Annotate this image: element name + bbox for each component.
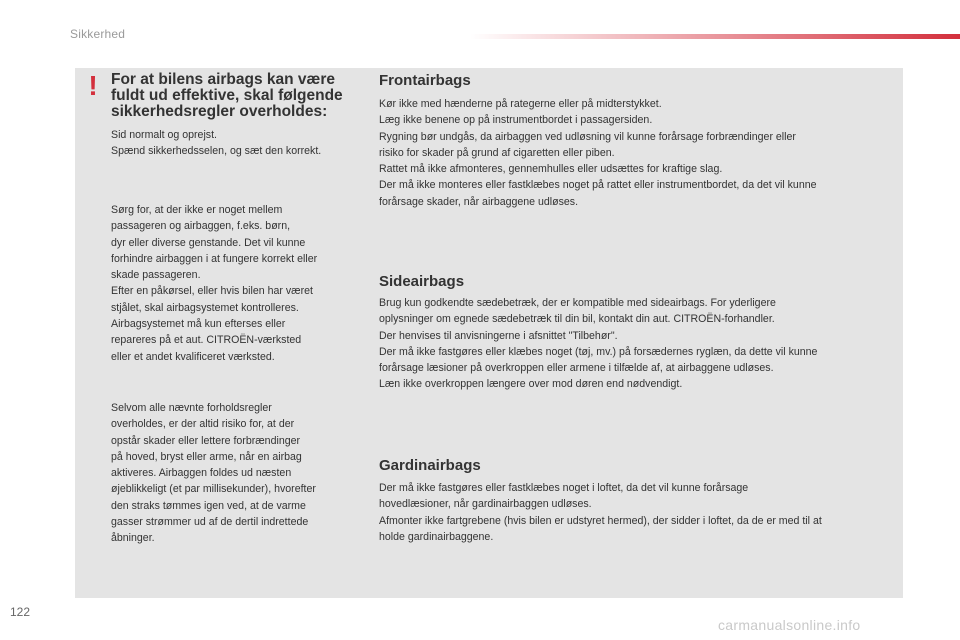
warning-paragraph-3: Selvom alle nævnte forholdsregler overholdes, er der altid risiko for, at der opstår skader eller lettere forbrændinger på hoved, bryst eller arme, når en airbag aktiveres. Airbaggen foldes ud næsten øjeblikkeligt (et par millisekunder), hvorefter den straks tømmes igen ved, at de varme gasser strømmer ud af de dertil indrettede åbninger. xyxy=(111,402,316,545)
gardinairbags-text: Der må ikke fastgøres eller fastklæbes noget i loftet, da det vil kunne forårsage hovedlæsioner, når gardinairbaggen udløses. Afmonter ikke fartgrebene (hvis bilen er udstyret hermed), der sidder i loftet, da de er med til at holde gardinairbaggene. xyxy=(379,482,822,543)
warning-paragraph-2: Sørg for, at der ikke er noget mellem passageren og airbaggen, f.eks. børn, dyr eller diverse genstande. Det vil kunne forhindre airbaggen i at fungere korrekt eller skade passageren. Efter en påkørsel, eller hvis bilen har været stjålet, skal airbagsystemet kontrolleres. Airbagsystemet må kun efterses eller repareres på et aut. CITROËN-værksted eller et andet kvalificeret værksted. xyxy=(111,204,318,363)
warning-paragraph-1: Sid normalt og oprejst. Spænd sikkerhedsselen, og sæt den korrekt. xyxy=(111,129,322,158)
gardinairbags-heading: Gardinairbags xyxy=(379,457,481,474)
frontairbags-heading: Frontairbags xyxy=(379,72,471,89)
warning-title: For at bilens airbags kan være fuldt ud effektive, skal følgende sikkerhedsregler overholdes: xyxy=(111,71,343,120)
page-number: 122 xyxy=(10,605,31,619)
watermark: carmanualsonline.info xyxy=(718,617,861,633)
sideairbags-text: Brug kun godkendte sædebetræk, der er kompatible med sideairbags. For yderligere oplysninger om egnede sædebetræk til din bil, kontakt din aut. CITROËN-forhandler. Der henvises til anvisningerne i afsnittet "Tilbehør". Der må ikke fastgøres eller klæbes noget (tøj, mv.) på forsædernes ryglæn, da dette vil kunne forårsage læsioner på overkroppen eller armene i tilfælde af, at airbaggene udløses. Læn ikke overkroppen længere over mod døren end nødvendigt. xyxy=(379,297,818,391)
frontairbags-text: Kør ikke med hænderne på rategerne eller på midterstykket. Læg ikke benene op på instrumentbordet i passagersiden. Rygning bør undgås, da airbaggen ved udløsning vil kunne forårsage forbrændinger eller risiko for skader på grund af cigaretten eller piben. Rattet må ikke afmonteres, gennemhulles eller udsættes for kraftige slag. Der må ikke monteres eller fastklæbes noget på rattet eller instrumentbordet, da det vil kunne forårsage skader, når airbaggene udløses. xyxy=(379,98,817,208)
header-accent-bar xyxy=(470,34,960,39)
sideairbags-heading: Sideairbags xyxy=(379,273,465,290)
section-title: Sikkerhed xyxy=(70,27,126,41)
exclamation-icon: ! xyxy=(88,70,98,101)
